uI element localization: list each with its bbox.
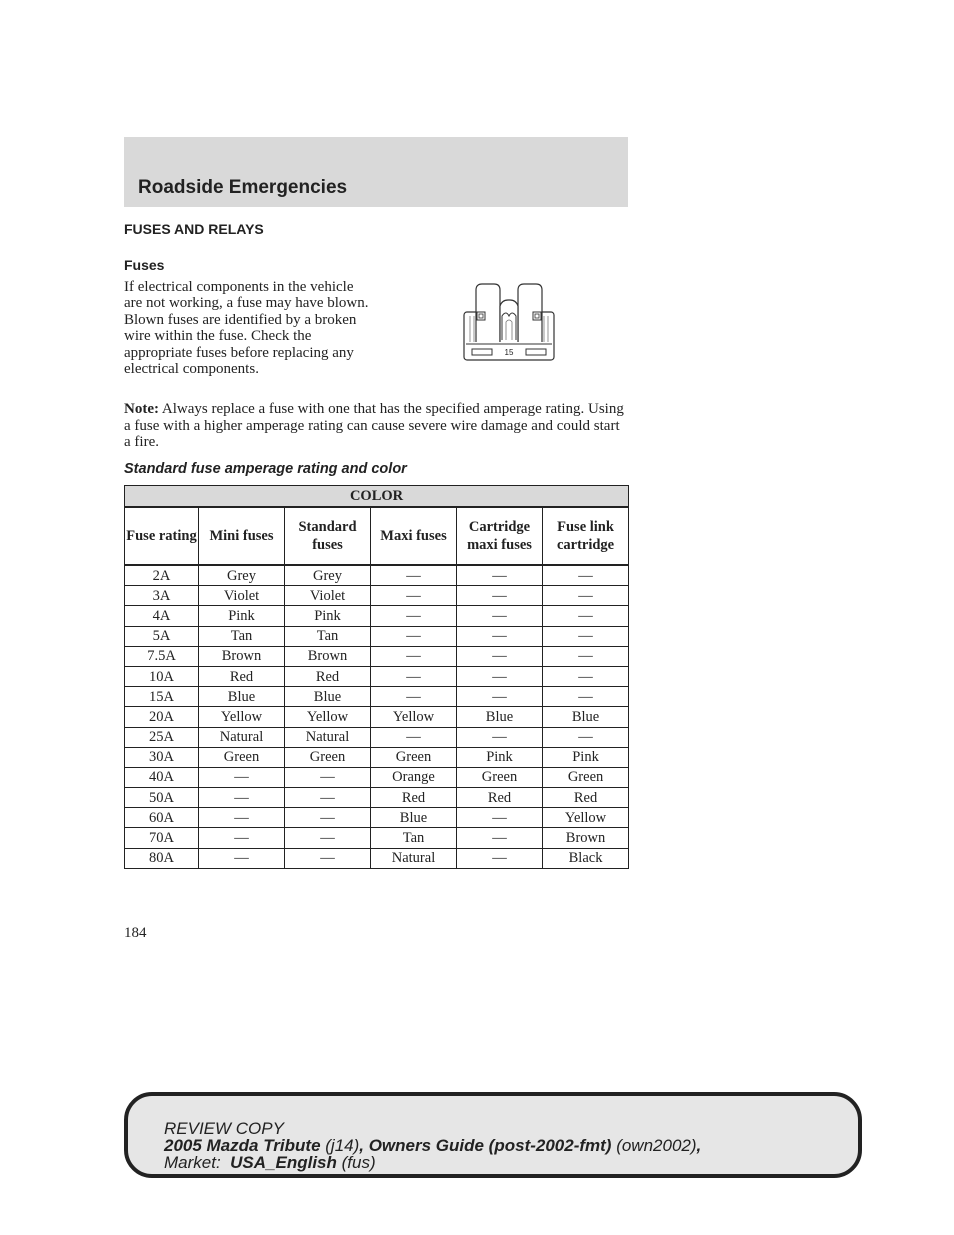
table-cell: Blue bbox=[199, 687, 285, 707]
table-cell: — bbox=[543, 646, 629, 666]
table-cell: Tan bbox=[285, 626, 371, 646]
table-cell: 50A bbox=[125, 788, 199, 808]
subsection-title: Fuses bbox=[124, 257, 165, 273]
review-model-code: (j14) bbox=[320, 1136, 360, 1155]
review-market-label: Market: bbox=[164, 1153, 221, 1172]
review-model-line bbox=[164, 1137, 701, 1154]
review-copy-box bbox=[124, 1092, 862, 1178]
table-cell: — bbox=[371, 626, 457, 646]
table-cell: Tan bbox=[371, 828, 457, 848]
table-row bbox=[125, 586, 629, 606]
table-cell: Red bbox=[199, 666, 285, 686]
table-cell: — bbox=[285, 767, 371, 787]
table-cell: — bbox=[457, 586, 543, 606]
table-body bbox=[125, 565, 629, 868]
note-paragraph bbox=[124, 401, 629, 451]
table-cell: — bbox=[457, 606, 543, 626]
table-cell: Red bbox=[285, 666, 371, 686]
intro-paragraph: If electrical components in the vehicle are not working, a fuse may have blown. Blown fuses are identified by a broken wire within the fuse. Check the appropriate fuses before replacing any electrical components. bbox=[124, 279, 369, 378]
table-cell: Pink bbox=[457, 747, 543, 767]
column-header: Fuse rating bbox=[125, 507, 199, 565]
table-row bbox=[125, 788, 629, 808]
review-market-code: (fus) bbox=[336, 1153, 376, 1172]
table-cell: — bbox=[543, 666, 629, 686]
table-cell: — bbox=[199, 848, 285, 868]
table-row bbox=[125, 747, 629, 767]
table-cell: Tan bbox=[199, 626, 285, 646]
table-row bbox=[125, 848, 629, 868]
table-cell: — bbox=[371, 727, 457, 747]
table-cell: Red bbox=[371, 788, 457, 808]
note-text: Always replace a fuse with one that has the specified amperage rating. Using a fuse with a higher amperage rating can cause severe wire damage and could start a fire. bbox=[124, 401, 624, 451]
table-cell: — bbox=[543, 606, 629, 626]
table-cell: — bbox=[199, 767, 285, 787]
table-cell: 20A bbox=[125, 707, 199, 727]
table-row bbox=[125, 707, 629, 727]
table-cell: Yellow bbox=[371, 707, 457, 727]
table-row bbox=[125, 767, 629, 787]
table-row bbox=[125, 808, 629, 828]
table-cell: 2A bbox=[125, 565, 199, 586]
review-copy-line: REVIEW COPY bbox=[164, 1119, 284, 1138]
table-cell: — bbox=[457, 565, 543, 586]
fuse-color-table bbox=[124, 485, 629, 869]
table-cell: — bbox=[457, 646, 543, 666]
table-cell: Red bbox=[457, 788, 543, 808]
table-cell: — bbox=[285, 848, 371, 868]
table-cell: — bbox=[285, 808, 371, 828]
table-cell: 25A bbox=[125, 727, 199, 747]
review-copy-text bbox=[164, 1120, 701, 1171]
table-cell: Natural bbox=[371, 848, 457, 868]
table-cell: — bbox=[457, 848, 543, 868]
table-cell: Brown bbox=[199, 646, 285, 666]
table-cell: Pink bbox=[285, 606, 371, 626]
table-row bbox=[125, 626, 629, 646]
table-cell: 3A bbox=[125, 586, 199, 606]
page-number: 184 bbox=[124, 925, 147, 941]
table-cell: Brown bbox=[543, 828, 629, 848]
table-row bbox=[125, 606, 629, 626]
table-cell: — bbox=[543, 687, 629, 707]
table-cell: Brown bbox=[285, 646, 371, 666]
table-row bbox=[125, 727, 629, 747]
table-cell: 40A bbox=[125, 767, 199, 787]
table-cell: Violet bbox=[199, 586, 285, 606]
table-cell: — bbox=[199, 788, 285, 808]
table-cell: 80A bbox=[125, 848, 199, 868]
table-cell: Red bbox=[543, 788, 629, 808]
table-cell: 60A bbox=[125, 808, 199, 828]
table-cell: Green bbox=[285, 747, 371, 767]
table-cell: — bbox=[543, 565, 629, 586]
column-header: Maxi fuses bbox=[371, 507, 457, 565]
column-header: Standard fuses bbox=[285, 507, 371, 565]
table-row bbox=[125, 666, 629, 686]
table-cell: — bbox=[285, 788, 371, 808]
column-header: Cartridge maxi fuses bbox=[457, 507, 543, 565]
review-guide: , Owners Guide (post-2002-fmt) bbox=[359, 1136, 612, 1155]
table-row bbox=[125, 565, 629, 586]
table-cell: — bbox=[199, 808, 285, 828]
table-cell: Green bbox=[543, 767, 629, 787]
fuse-illustration bbox=[462, 282, 556, 362]
table-cell: 7.5A bbox=[125, 646, 199, 666]
table-cell: Natural bbox=[199, 727, 285, 747]
note-label: Note: bbox=[124, 401, 159, 417]
table-cell: — bbox=[543, 586, 629, 606]
table-cell: 30A bbox=[125, 747, 199, 767]
table-cell: Green bbox=[371, 747, 457, 767]
table-cell: — bbox=[371, 606, 457, 626]
table-cell: — bbox=[457, 828, 543, 848]
table-row bbox=[125, 646, 629, 666]
fuse-rating-label: 15 bbox=[504, 348, 514, 357]
table-cell: — bbox=[457, 687, 543, 707]
table-cell: 4A bbox=[125, 606, 199, 626]
table-cell: Natural bbox=[285, 727, 371, 747]
review-market: USA_English bbox=[230, 1153, 337, 1172]
section-title: FUSES AND RELAYS bbox=[124, 221, 264, 237]
table-cell: — bbox=[285, 828, 371, 848]
table-cell: Yellow bbox=[543, 808, 629, 828]
review-comma: , bbox=[696, 1136, 702, 1155]
table-cell: — bbox=[457, 727, 543, 747]
table-cell: Orange bbox=[371, 767, 457, 787]
color-group-header: COLOR bbox=[125, 486, 629, 508]
table-cell: — bbox=[371, 666, 457, 686]
review-market-line bbox=[164, 1154, 701, 1171]
table-cell: Grey bbox=[285, 565, 371, 586]
table-cell: — bbox=[371, 646, 457, 666]
table-cell: Yellow bbox=[285, 707, 371, 727]
section-header-band bbox=[124, 137, 628, 207]
chapter-title: Roadside Emergencies bbox=[138, 177, 348, 198]
table-cell: — bbox=[371, 565, 457, 586]
table-cell: — bbox=[457, 666, 543, 686]
table-row bbox=[125, 687, 629, 707]
table-cell: Blue bbox=[543, 707, 629, 727]
table-cell: — bbox=[199, 828, 285, 848]
table-row bbox=[125, 828, 629, 848]
table-cell: — bbox=[543, 727, 629, 747]
table-cell: — bbox=[457, 808, 543, 828]
table-cell: 10A bbox=[125, 666, 199, 686]
table-caption: Standard fuse amperage rating and color bbox=[124, 461, 407, 477]
table-cell: Blue bbox=[371, 808, 457, 828]
table-cell: Blue bbox=[285, 687, 371, 707]
table-cell: — bbox=[457, 626, 543, 646]
table-cell: Black bbox=[543, 848, 629, 868]
table-cell: Grey bbox=[199, 565, 285, 586]
table-cell: 70A bbox=[125, 828, 199, 848]
table-cell: Pink bbox=[543, 747, 629, 767]
table-cell: Violet bbox=[285, 586, 371, 606]
column-header: Mini fuses bbox=[199, 507, 285, 565]
table-cell: Green bbox=[199, 747, 285, 767]
table-cell: — bbox=[543, 626, 629, 646]
table-cell: Green bbox=[457, 767, 543, 787]
table-cell: Pink bbox=[199, 606, 285, 626]
table-cell: Blue bbox=[457, 707, 543, 727]
table-cell: 5A bbox=[125, 626, 199, 646]
column-header: Fuse link cartridge bbox=[543, 507, 629, 565]
table-cell: — bbox=[371, 687, 457, 707]
table-cell: Yellow bbox=[199, 707, 285, 727]
review-model: 2005 Mazda Tribute bbox=[164, 1136, 321, 1155]
review-guide-code: (own2002) bbox=[611, 1136, 697, 1155]
table-cell: 15A bbox=[125, 687, 199, 707]
table-cell: — bbox=[371, 586, 457, 606]
